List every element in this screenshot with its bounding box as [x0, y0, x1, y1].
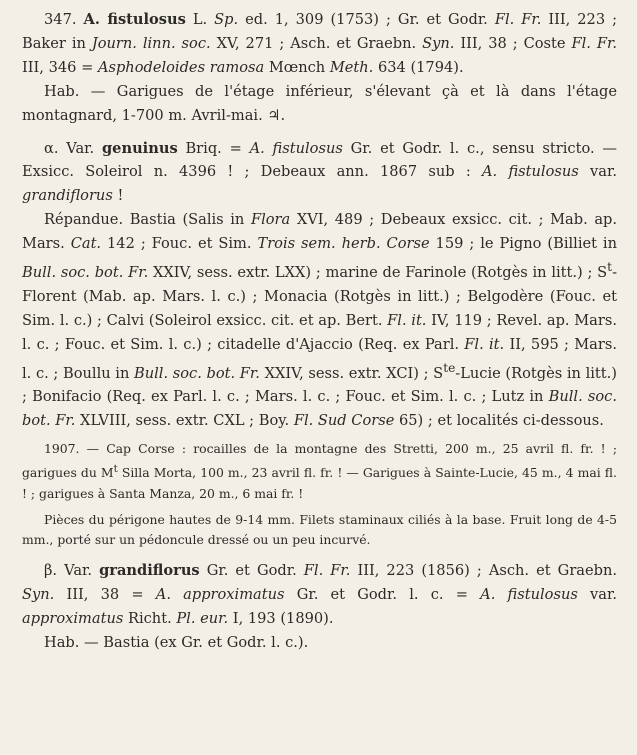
entry-number: 347.: [44, 11, 77, 28]
entry-347-habitat: Hab. — Garigues de l'étage inférieur, s'élevant çà et là dans l'étage montagnard, 1-700 m. Avril-mai. ♃.: [22, 82, 617, 124]
var-grandiflorus-name: grandiflorus: [99, 562, 200, 580]
observation-1907: 1907. — Cap Corse : rocailles de la montagne des Stretti, 200 m., 25 avril fl. fr. ! ; garigues du $M^t$ Silla Morta, 100 m., 23 avril fl. fr. ! — Garigues à Sainte-Lucie, 45 m., 4 mai fl. ! ; garigues à Santa Manza, 20 m., 6 mai fr. !: [22, 441, 617, 501]
perigone-note: Pièces du périgone hautes de 9-14 mm. Filets staminaux ciliés à la base. Fruit long de 4-5 mm., porté sur un pédoncule dressé ou un peu incurvé.: [22, 511, 617, 548]
entry-347-citation: 347. A. fistulosus L. Sp. ed. 1, 309 (1753) ; Gr. et Godr. Fl. Fr. III, 223 ; Baker in Journ. linn. soc. XV, 271 ; Asch. et Graebn. Syn. III, 38 ; Coste Fl. Fr. III, 346 = Asphodeloides ramosa Mœnch Meth. 634 (1794).: [22, 11, 618, 76]
distribution-paragraph: Répandue. Bastia (Salis in Flora XVI, 489 ; Debeaux exsicc. cit. ; Mab. ap. Mars. Cat. 142 ; Fouc. et Sim. Trois sem. herb. Corse 159 ; le Pigno (Billiet in Bull. soc. bot. Fr. XXIV, sess. extr. LXX) ; marine de Farinole (Rotgès in litt.) ; $S^t$-Florent (Mab. ap. Mars. l. c.) ; Monacia (Rotgès in litt.) ; Belgodère (Fouc. et Sim. l. c.) ; Calvi (Soleirol exsicc. cit. et ap. Bert. Fl. it. IV, 119 ; Revel. ap. Mars. l. c. ; Fouc. et Sim. l. c.) ; citadelle d'Ajaccio (Req. ex Parl. Fl. it. II, 595 ; Mars. l. c. ; Boullu in Bull. soc. bot. Fr. XXIV, sess. extr. XCI) ; $S^{te}$-Lucie (Rotgès in litt.) ; Bonifacio (Req. ex Parl. l. c. ; Mars. l. c. ; Fouc. et Sim. l. c. ; Lutz in Bull. soc. bot. Fr. XLVIII, sess. extr. CXL ; Boy. Fl. Sud Corse 65) ; et localités ci-dessous.: [22, 211, 618, 430]
var-genuinus-paragraph: α. Var. genuinus Briq. = A. fistulosus Gr. et Godr. l. c., sensu stricto. — Exsicc. Soleirol n. 4396 ! ; Debeaux ann. 1867 sub : A. fistulosus var. grandiflorus !: [22, 139, 617, 205]
species-name: A. fistulosus: [83, 11, 186, 28]
var-genuinus-name: genuinus: [101, 139, 178, 157]
var-grandiflorus-habitat: Hab. — Bastia (ex Gr. et Godr. l. c.).: [44, 633, 309, 651]
var-grandiflorus-paragraph: β. Var. grandiflorus Gr. et Godr. Fl. Fr. III, 223 (1856) ; Asch. et Graebn. Syn. III, 38 = A. approximatus Gr. et Godr. l. c. = A. fistulosus var. approximatus Richt. Pl. eur. I, 193 (1890).: [22, 562, 618, 628]
